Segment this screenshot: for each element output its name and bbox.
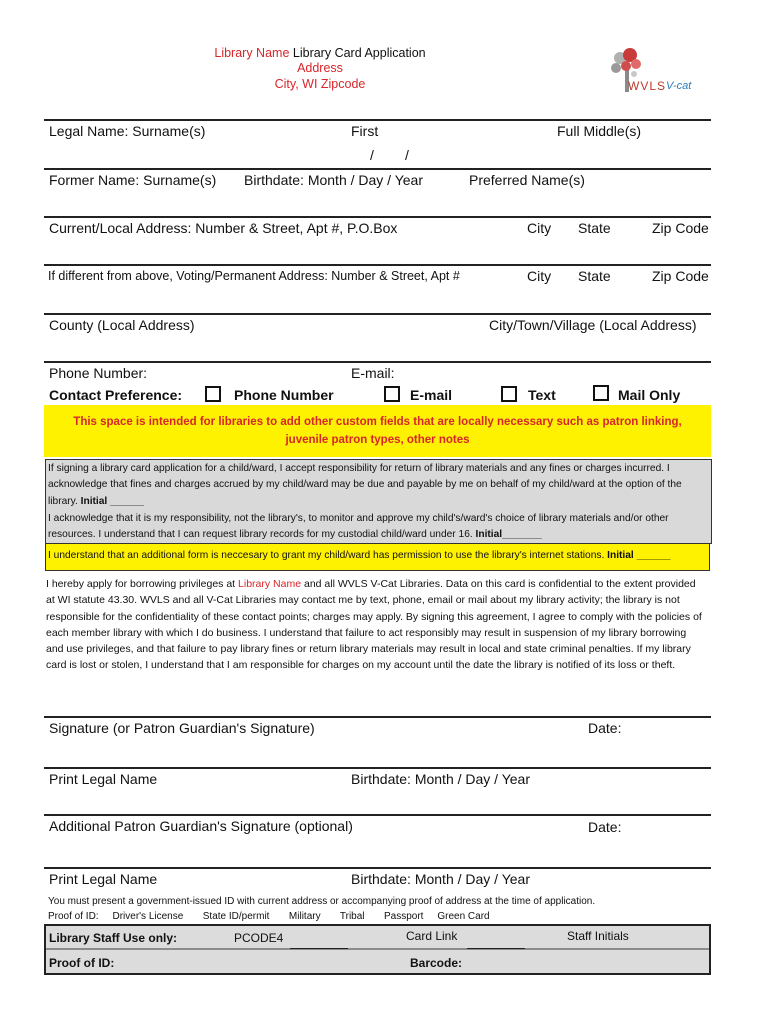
custom-note-line-2: juvenile patron types, other notes xyxy=(285,434,470,446)
birthdate-label-sig-1: Birthdate: Month / Day / Year xyxy=(351,771,530,787)
print-name-line-2 xyxy=(44,867,711,869)
divider xyxy=(44,216,711,218)
barcode-label: Barcode: xyxy=(410,956,463,970)
agreement-line: at WI statute 43.30. WVLS and all V-Cat Libraries may contact me by text, phone, email or mail about my library activity; the library is not xyxy=(46,594,680,607)
agreement-library-name: Library Name xyxy=(238,578,302,590)
staff-initials-label: Staff Initials xyxy=(567,929,629,943)
city-label: City xyxy=(527,220,552,236)
divider xyxy=(44,313,711,315)
proof-item: Military xyxy=(288,911,321,922)
custom-fields-note xyxy=(44,405,711,457)
staff-use-label: Library Staff Use only: xyxy=(49,931,178,945)
legal-name-label: Legal Name: Surname(s) xyxy=(49,123,206,139)
full-middle-label: Full Middle(s) xyxy=(557,123,642,139)
city-town-label: City/Town/Village (Local Address) xyxy=(489,317,697,333)
former-name-label: Former Name: Surname(s) xyxy=(49,172,217,188)
header-address: Address xyxy=(297,61,343,75)
state-label-2: State xyxy=(578,268,611,284)
agreement-line: each member library with which I do business. I understand that failure to act responsibly may result in suspension of my library borrowing xyxy=(46,626,687,639)
county-label: County (Local Address) xyxy=(49,317,195,333)
city-label-2: City xyxy=(527,268,552,284)
header-city: City, WI Zipcode xyxy=(274,77,366,91)
divider xyxy=(44,119,711,121)
contact-preference-label: Contact Preference: xyxy=(49,387,183,403)
phone-label: Phone Number: xyxy=(49,365,148,381)
id-requirement-note: You must present a government-issued ID with current address or accompanying proof of address at the time of application. xyxy=(48,896,596,907)
proof-item: Green Card xyxy=(437,911,490,922)
divider xyxy=(44,168,711,170)
custom-note-line-1: This space is intended for libraries to add other custom fields that are locally necessary such as patron linking, xyxy=(73,416,682,428)
current-address-label: Current/Local Address: Number & Street, Apt #, P.O.Box xyxy=(49,220,398,236)
date-label-2: Date: xyxy=(588,819,622,835)
divider xyxy=(44,361,711,363)
internet-permission-text xyxy=(48,550,671,561)
option-email-label: E-mail xyxy=(410,387,453,403)
header-title-line xyxy=(0,46,640,61)
guardian-line: I acknowledge that it is my responsibility, not the library's, to monitor and approve my child's/ward's choice of library materials and/or other xyxy=(48,512,669,524)
signature-line xyxy=(44,716,711,718)
first-name-label: First xyxy=(351,123,379,139)
guardian-line: If signing a library card application for a child/ward, I accept responsibility for return of library materials and any fines or charges incurred. I xyxy=(48,463,670,474)
print-name-label-2: Print Legal Name xyxy=(49,871,158,887)
form-title: Library Card Application xyxy=(292,46,426,60)
guardian-line: library. xyxy=(48,495,78,507)
checkbox-text[interactable] xyxy=(501,386,517,402)
guardian-text xyxy=(48,461,710,543)
agreement-line: card is lost or stolen, I understand that I am responsible for charges on my account until the date the library is notified of its loss or theft. xyxy=(46,659,676,672)
preferred-name-label: Preferred Name(s) xyxy=(469,172,585,188)
print-name-label-1: Print Legal Name xyxy=(49,771,158,787)
additional-signature-line xyxy=(44,814,711,816)
staff-row-2 xyxy=(46,950,709,973)
pcode-line[interactable] xyxy=(290,948,348,949)
agreement-line: and all WVLS V-Cat Libraries. Data on this card is confidential to the extent provided xyxy=(303,578,696,590)
checkbox-mail[interactable] xyxy=(593,385,609,401)
divider xyxy=(44,264,711,266)
guardian-line: acknowledge that fines and charges accrued by my child/ward may be due and payable by me on behalf of my child/ward at the option of the xyxy=(48,479,682,491)
card-link-line[interactable] xyxy=(467,948,525,949)
agreement-line: and use privileges, and that failure to pay library fines or return library materials may result in local and state criminal penalties. If my library xyxy=(46,643,691,656)
initial-field-3[interactable]: Initial ______ xyxy=(607,550,671,561)
pcode-label: PCODE4 xyxy=(234,931,284,945)
print-name-line xyxy=(44,767,711,769)
proof-item: Passport xyxy=(383,911,424,922)
option-text-label: Text xyxy=(528,387,556,403)
zip-label-2: Zip Code xyxy=(652,268,709,284)
checkbox-email[interactable] xyxy=(384,386,400,402)
agreement-line: I hereby apply for borrowing privileges at xyxy=(46,578,236,590)
initial-field-2[interactable]: Initial_______ xyxy=(475,529,542,541)
proof-item: State ID/permit xyxy=(202,911,270,922)
additional-signature-label: Additional Patron Guardian's Signature (optional) xyxy=(49,818,353,834)
birthdate-label: Birthdate: Month / Day / Year xyxy=(244,172,423,188)
proof-item: Tribal xyxy=(339,911,365,922)
staff-proof-label: Proof of ID: xyxy=(49,956,115,970)
agreement-paragraph xyxy=(46,576,710,674)
library-name: Library Name xyxy=(214,46,290,60)
logo-wvls-text: WVLS xyxy=(628,79,667,93)
date-label-1: Date: xyxy=(588,720,622,736)
agreement-line: responsible for the confidentiality of these contact points; charges may apply. By signing this agreement, I agree to comply with the policies of xyxy=(46,610,702,623)
internet-permission-line: I understand that an additional form is neccesary to grant my child/ward has permission to use the library's internet stations. xyxy=(48,550,605,561)
logo-vcat-text: V-cat xyxy=(666,80,692,92)
initial-field-1[interactable]: Initial ______ xyxy=(80,495,145,507)
proof-item: Driver's License xyxy=(112,911,184,922)
state-label: State xyxy=(578,220,611,236)
date-slashes: / / xyxy=(370,147,409,163)
signature-label: Signature (or Patron Guardian's Signature) xyxy=(49,720,315,736)
zip-label: Zip Code xyxy=(652,220,709,236)
email-label: E-mail: xyxy=(351,365,395,381)
option-phone-label: Phone Number xyxy=(234,387,334,403)
option-mail-label: Mail Only xyxy=(618,387,681,403)
proof-of-id-list xyxy=(48,911,490,922)
voting-address-label: If different from above, Voting/Permanent Address: Number & Street, Apt # xyxy=(48,269,460,283)
wvls-vcat-logo xyxy=(606,46,716,98)
card-link-label: Card Link xyxy=(406,929,458,943)
proof-label: Proof of ID: xyxy=(48,911,99,922)
checkbox-phone[interactable] xyxy=(205,386,221,402)
birthdate-label-sig-2: Birthdate: Month / Day / Year xyxy=(351,871,530,887)
guardian-line: resources. I understand that I can request library records for my custodial child/ward under 16. xyxy=(48,529,473,541)
